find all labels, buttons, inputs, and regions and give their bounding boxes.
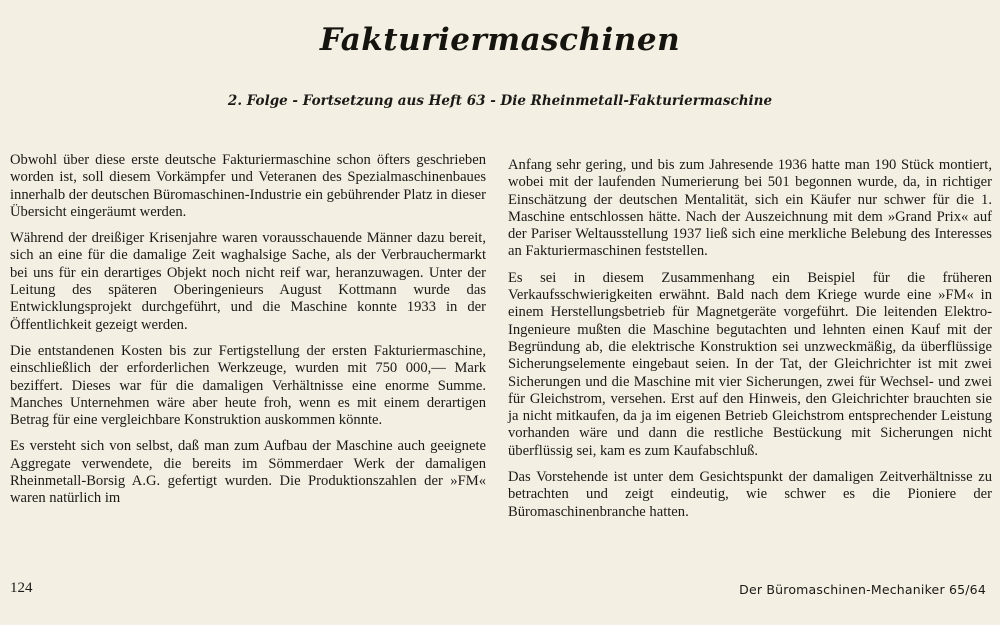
paragraph: Die entstandenen Kosten bis zur Fertigstellung der ersten Fakturiermaschine, einschließlich der erforderlichen Werkzeuge, wurden mit 750 000,— Mark beziffert. Dieses war für die damaligen Verhältnisse eine enorme Summe. Manches Unternehmen wäre aber heute froh, wenn es mit einem derartigen Betrag für eine vergleichbare Konstruktion auskommen könnte. [10, 342, 486, 429]
paragraph: Das Vorstehende ist unter dem Gesichtspunkt der damaligen Zeitverhältnisse zu betrachten und zeigt eindeutig, wie schwer es die Pioniere der Büromaschinenbranche hatten. [508, 469, 992, 520]
page-number: 124 [10, 580, 33, 596]
article-title: Fakturiermaschinen [319, 22, 681, 58]
paragraph: Es versteht sich von selbst, daß man zum Aufbau der Maschine auch geeignete Aggregate verwendete, die bereits im Sömmerdaer Werk der damaligen Rheinmetall-Borsig A.G. gefertigt wurden. Die Produktionszahlen der »FM« waren natürlich im [10, 438, 486, 507]
left-column [10, 152, 486, 517]
paragraph: Obwohl über diese erste deutsche Fakturiermaschine schon öfters geschrieben worden ist, soll diesem Vorkämpfer und Veteranen des Spezialmaschinenbaues innerhalb der deutschen Büromaschinen-Industrie ein gebührender Platz in dieser Übersicht eingeräumt werden. [10, 152, 486, 220]
paragraph: Während der dreißiger Krisenjahre waren vorausschauende Männer dazu bereit, sich an eine für die damalige Zeit waghalsige Sache, als der Verbrauchermarkt bei uns für ein derartiges Objekt noch nicht reif war, heranzuwagen. Unter der Leitung des späteren Oberingenieurs August Kottmann wurde das Entwicklungsprojekt durchgeführt, und die Maschine konnte 1933 in der Öffentlichkeit gezeigt werden. [10, 230, 486, 333]
right-column [508, 157, 992, 530]
journal-name: Der Büromaschinen-Mechaniker 65/64 [739, 582, 986, 597]
paragraph: Anfang sehr gering, und bis zum Jahresende 1936 hatte man 190 Stück montiert, wobei mit der laufenden Numerierung bei 501 begonnen wurde, da, in richtiger Einschätzung der deutschen Mentalität, sich ein Käufer nur schwer für die 1. Maschine entschlossen hätte. Nach der Auszeichnung mit dem »Grand Prix« auf der Pariser Weltausstellung 1937 ließ sich eine merkliche Belebung des Interesses an Fakturiermaschinen feststellen. [508, 157, 992, 260]
article-subtitle: 2. Folge - Fortsetzung aus Heft 63 - Die Rheinmetall-Fakturiermaschine [227, 93, 773, 109]
paragraph: Es sei in diesem Zusammenhang ein Beispiel für die früheren Verkaufsschwierigkeiten erwähnt. Bald nach dem Kriege wurde eine »FM« in einem Herstellungsbetrieb für Magnetgeräte vorgeführt. Die leitenden Elektro-Ingenieure mußten die Maschine begutachten und lehnten einen Kauf mit der Begründung ab, die elektrische Konstruktion sei unzweckmäßig, da überflüssige Sicherungselemente eingebaut seien. In der Tat, der Gleichrichter ist mit zwei Sicherungen und die Maschine mit vier Sicherungen, zwei für Wechsel- und zwei für Gleichstrom, versehen. Erst auf den Hinweis, den Gleichrichter brauchten sie ja nicht mitkaufen, da ja im eigenen Betrieb Gleichstrom entsprechender Leistung vorhanden wäre und dann die restliche Bestückung mit Sicherungen nicht überflüssig sei, kam es zum Kaufabschluß. [508, 269, 992, 459]
